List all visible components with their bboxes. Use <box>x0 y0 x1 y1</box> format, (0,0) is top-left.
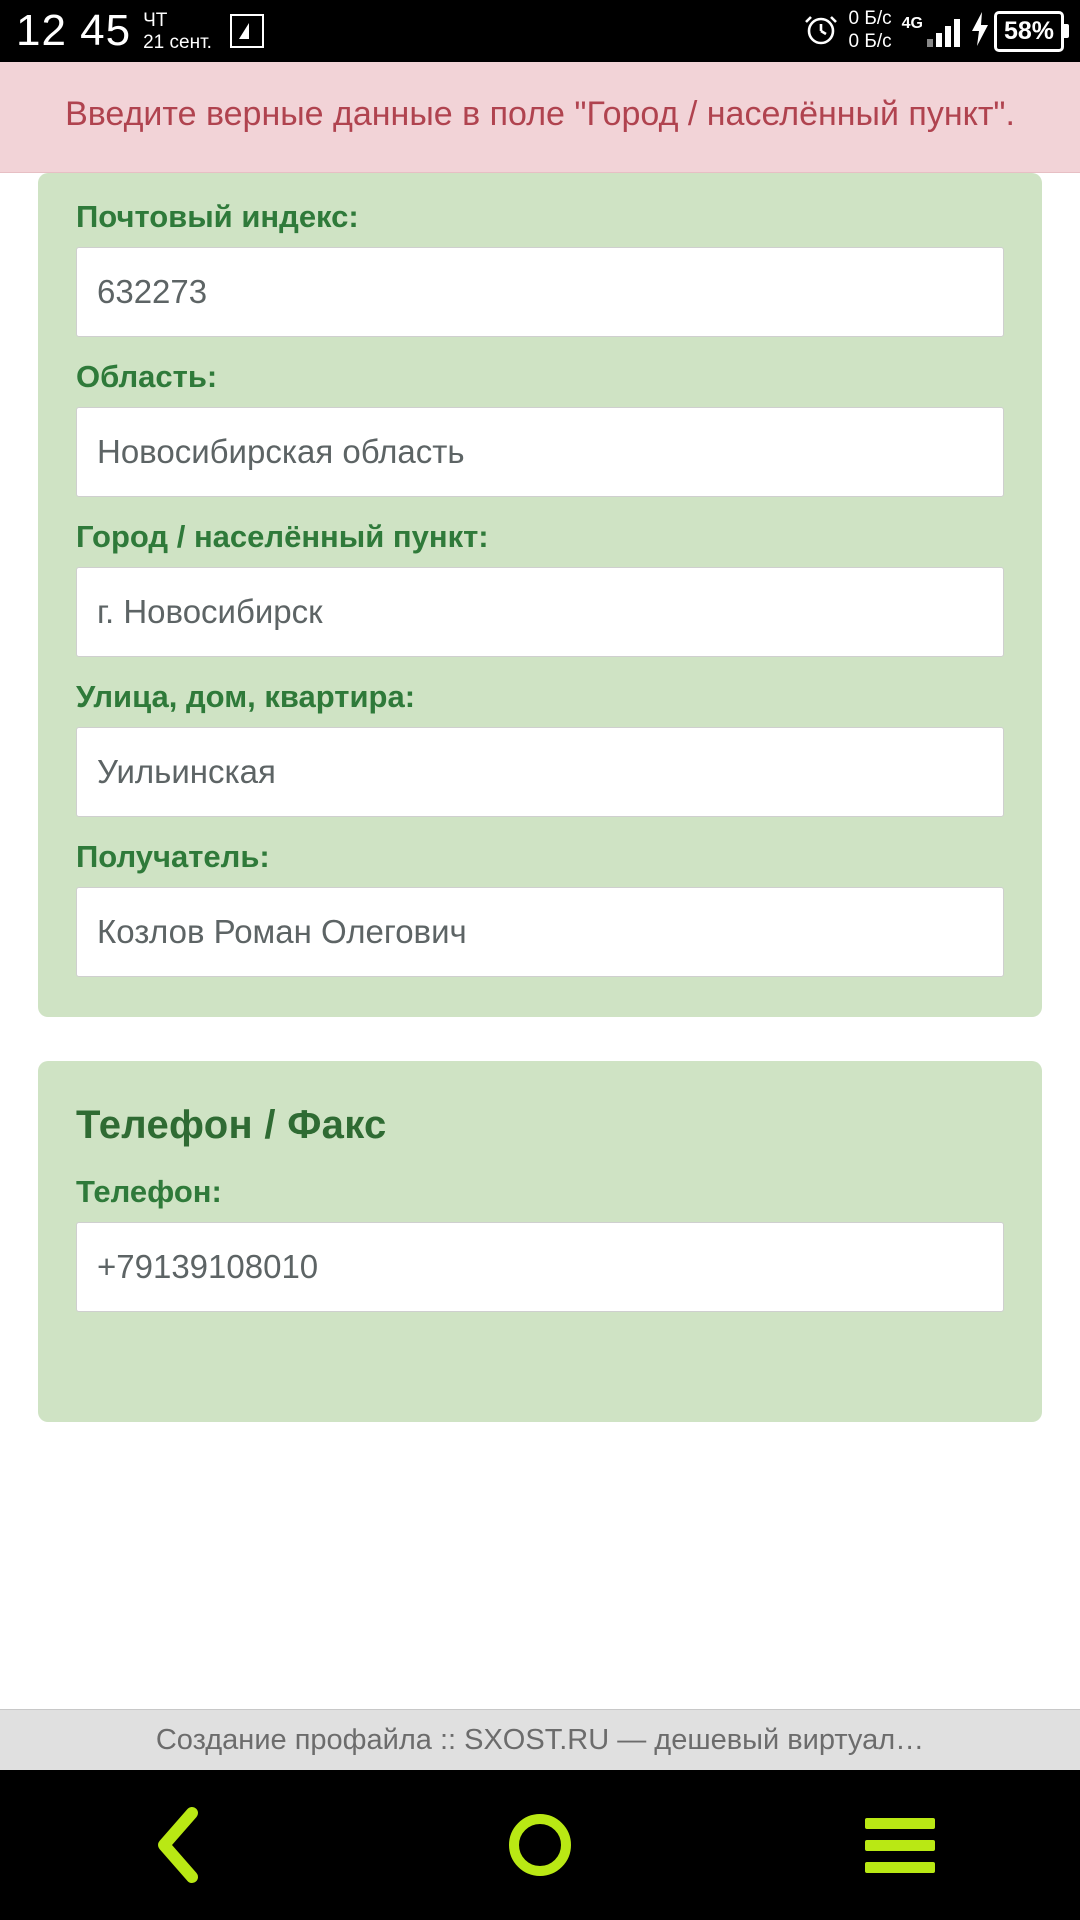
battery-status <box>970 11 1064 52</box>
phone-card-title: Телефон / Факс <box>76 1103 387 1148</box>
data-rate <box>849 8 892 54</box>
field-label: Область: <box>76 359 218 395</box>
menu-icon[interactable] <box>810 1795 990 1895</box>
phone-input[interactable]: +79139108010 <box>76 1222 1004 1312</box>
field-recipient <box>76 839 1004 977</box>
status-date-text: 21 сент. <box>143 32 212 53</box>
field-label: Город / населённый пункт: <box>76 519 489 555</box>
status-date <box>143 8 212 54</box>
alarm-clock-icon <box>803 11 839 52</box>
back-icon[interactable] <box>90 1795 270 1895</box>
field-fax-partial <box>76 1334 1004 1370</box>
network-type-label: 4G <box>901 15 923 32</box>
status-bar <box>0 0 1080 62</box>
status-weekday: ЧТ <box>143 10 168 32</box>
browser-page-title-bar <box>0 1709 1080 1770</box>
city-input[interactable]: г. Новосибирск <box>76 567 1004 657</box>
form-content <box>0 173 1080 1422</box>
street-input[interactable]: Уильинская <box>76 727 1004 817</box>
field-label: Почтовый индекс: <box>76 199 359 235</box>
field-region <box>76 359 1004 497</box>
field-postal-code <box>76 199 1004 337</box>
phone-card <box>38 1061 1042 1422</box>
field-city <box>76 519 1004 657</box>
charging-bolt-icon <box>970 12 990 51</box>
home-icon[interactable] <box>450 1795 630 1895</box>
battery-percent: 58% <box>994 11 1064 52</box>
field-label: Получатель: <box>76 839 270 875</box>
status-clock: 12 45 <box>16 6 132 55</box>
android-navigation-bar <box>0 1770 1080 1920</box>
status-bar-left <box>16 8 264 54</box>
data-rate-up: 0 Б/с <box>848 8 892 30</box>
signal-bars-icon <box>927 17 960 47</box>
address-card <box>38 173 1042 1017</box>
gallery-icon <box>230 14 264 48</box>
data-rate-down: 0 Б/с <box>848 31 892 52</box>
region-input[interactable]: Новосибирская область <box>76 407 1004 497</box>
field-label <box>76 1334 1004 1370</box>
field-label: Улица, дом, квартира: <box>76 679 416 715</box>
network-status <box>902 15 960 47</box>
postal-code-input[interactable]: 632273 <box>76 247 1004 337</box>
field-street <box>76 679 1004 817</box>
recipient-input[interactable]: Козлов Роман Олегович <box>76 887 1004 977</box>
field-phone <box>76 1174 1004 1312</box>
field-label: Телефон: <box>76 1174 222 1210</box>
validation-alert: Введите верные данные в поле "Город / населённый пункт". <box>0 62 1080 173</box>
page-title: Создание профайла :: SXOST.RU — дешевый виртуал… <box>155 1723 925 1756</box>
status-bar-right <box>803 8 1064 54</box>
